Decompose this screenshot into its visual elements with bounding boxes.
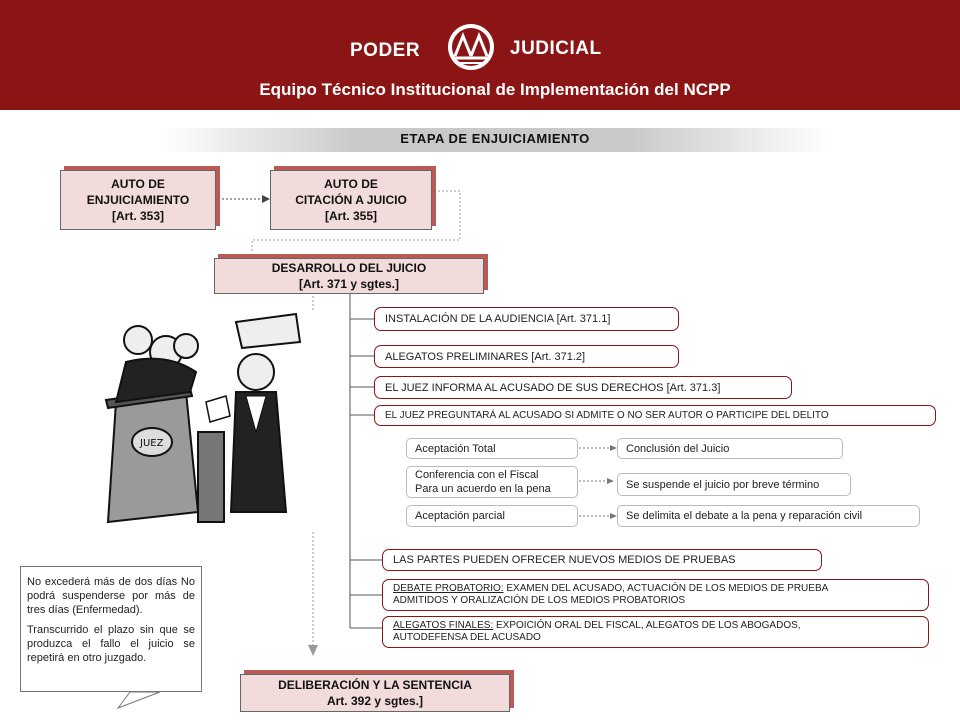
step-juez-preguntara: EL JUEZ PREGUNTARÁ AL ACUSADO SI ADMITE O NO SER AUTOR O PARTICIPE DEL DELITO (374, 405, 936, 426)
option-line: Para un acuerdo en la pena (415, 483, 551, 495)
step-juez-informa: EL JUEZ INFORMA AL ACUSADO DE SUS DERECHOS [Art. 371.3] (374, 376, 792, 399)
note-callout (20, 566, 202, 692)
header-right-word: JUDICIAL (510, 38, 602, 59)
deliberacion-sentencia-box (240, 674, 510, 712)
section-title: ETAPA DE ENJUICIAMIENTO (400, 131, 590, 146)
debate-label: DEBATE PROBATORIO: (393, 583, 504, 594)
option-line: Conferencia con el Fiscal (415, 469, 539, 481)
auto-citacion-box (270, 170, 432, 230)
option-suspende: Se suspende el juicio por breve término (617, 473, 851, 496)
box-line: ENJUICIAMIENTO (86, 193, 190, 207)
debate-text: EXAMEN DEL ACUSADO, ACTUACIÓN DE LOS MEDIOS DE PRUEBA (503, 583, 829, 594)
step-alegatos-finales (382, 616, 929, 648)
desarrollo-juicio-box (214, 258, 484, 294)
alegatos-text: EXPOICIÓN ORAL DEL FISCAL, ALEGATOS DE LOS ABOGADOS, (493, 620, 801, 631)
svg-text:JUEZ: JUEZ (140, 438, 164, 449)
header-subtitle: Equipo Técnico Institucional de Implementación del NCPP (259, 80, 731, 99)
alegatos-label: ALEGATOS FINALES: (393, 620, 494, 631)
box-line: [Art. 355] (324, 209, 377, 223)
debate-line-2: ADMITIDOS Y ORALIZACIÓN DE LOS MEDIOS PROBATORIOS (393, 595, 686, 606)
option-aceptacion-total: Aceptación Total (406, 438, 578, 459)
debate-line-1 (393, 583, 828, 595)
step-instalacion: INSTALACIÓN DE LA AUDIENCIA [Art. 371.1] (374, 307, 679, 331)
option-delimita: Se delimita el debate a la pena y reparación civil (617, 505, 920, 527)
box-line: AUTO DE (111, 177, 165, 191)
note-paragraph-2: Transcurrido el plazo sin que se produzca el fallo el juicio se repetirá en otro juzgado. (27, 624, 195, 664)
box-line: DELIBERACIÓN Y LA SENTENCIA (278, 678, 472, 692)
courtroom-cartoon-image (86, 312, 326, 530)
box-line: DESARROLLO DEL JUICIO (271, 261, 427, 275)
box-line: [Art. 353] (111, 209, 164, 223)
option-conclusion: Conclusión del Juicio (617, 438, 843, 459)
alegatos-line-2: AUTODEFENSA DEL ACUSADO (393, 632, 541, 643)
box-line: [Art. 371 y sgtes.] (298, 277, 400, 291)
note-paragraph-1: No excederá más de dos días No podrá suspenderse por más de tres días (Enfermedad). (27, 576, 195, 616)
box-line: CITACIÓN A JUICIO (295, 193, 407, 207)
box-line: Art. 392 y sgtes.] (326, 694, 424, 708)
auto-enjuiciamiento-box (60, 170, 216, 230)
option-aceptacion-parcial: Aceptación parcial (406, 505, 578, 527)
step-alegatos-preliminares: ALEGATOS PRELIMINARES [Art. 371.2] (374, 345, 679, 368)
step-partes-pueden: LAS PARTES PUEDEN OFRECER NUEVOS MEDIOS DE PRUEBAS (382, 549, 822, 571)
option-conferencia (406, 466, 578, 498)
header-left-word: PODER (350, 40, 421, 61)
alegatos-line-1 (393, 620, 801, 632)
box-line: AUTO DE (324, 177, 378, 191)
step-debate-probatorio (382, 579, 929, 611)
